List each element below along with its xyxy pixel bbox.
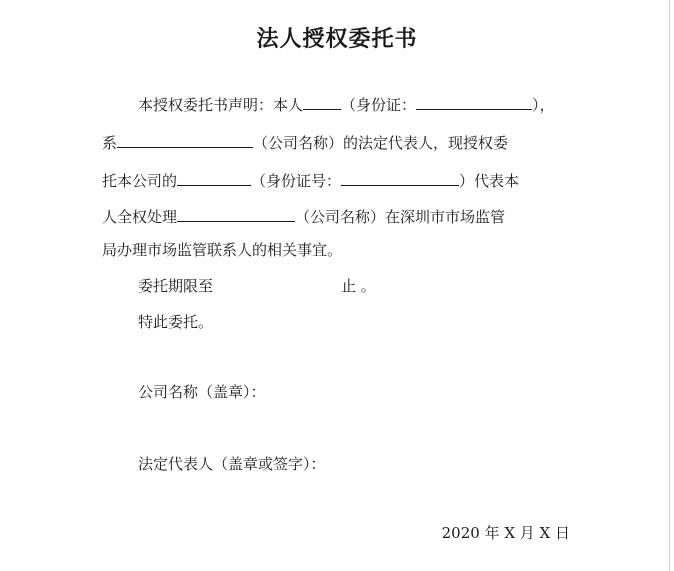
term-end-text: 止 。: [341, 277, 376, 295]
id-card-label: （身份证：: [341, 96, 417, 114]
line2-prefix: 系: [102, 134, 118, 152]
legal-rep-line: [138, 454, 326, 474]
document-date: 2020 年 X 月 X 日: [441, 524, 570, 542]
body-line-1: [138, 94, 555, 115]
term-line: [138, 276, 376, 296]
agent-name-blank[interactable]: [177, 170, 251, 186]
company-name-blank-2[interactable]: [177, 206, 295, 222]
company-name-blank-1[interactable]: [117, 132, 253, 148]
agent-id-label: （身份证号：: [251, 172, 342, 190]
principal-id-blank[interactable]: [416, 94, 532, 110]
line3-suffix: ）代表本: [459, 172, 520, 190]
line2-text: （公司名称）的法定代表人，现授权委: [253, 134, 509, 152]
company-seal-label: 公司名称（盖章）：: [138, 383, 266, 401]
agent-id-blank[interactable]: [341, 170, 459, 186]
line4-prefix: 人全权处理: [102, 208, 178, 226]
closing-line: [138, 312, 213, 332]
declaration-text: 本授权委托书声明：本人: [138, 96, 304, 114]
body-line-5: [102, 240, 342, 260]
line5-text: 局办理市场监管联系人的相关事宜。: [102, 241, 343, 259]
id-close-text: ），: [532, 96, 555, 114]
company-seal-line: [138, 382, 266, 402]
line4-text: （公司名称）在深圳市市场监管: [295, 208, 506, 226]
page-edge: [669, 0, 670, 571]
closing-text: 特此委托。: [138, 313, 214, 331]
legal-rep-label: 法定代表人（盖章或签字）：: [138, 455, 326, 473]
body-line-2: [102, 132, 508, 153]
term-label: 委托期限至: [138, 277, 214, 295]
body-line-3: [102, 170, 519, 191]
body-line-4: [102, 206, 505, 227]
line3-prefix: 托本公司的: [102, 172, 178, 190]
document-title: 法人授权委托书: [256, 27, 418, 52]
principal-name-blank[interactable]: [303, 94, 341, 110]
